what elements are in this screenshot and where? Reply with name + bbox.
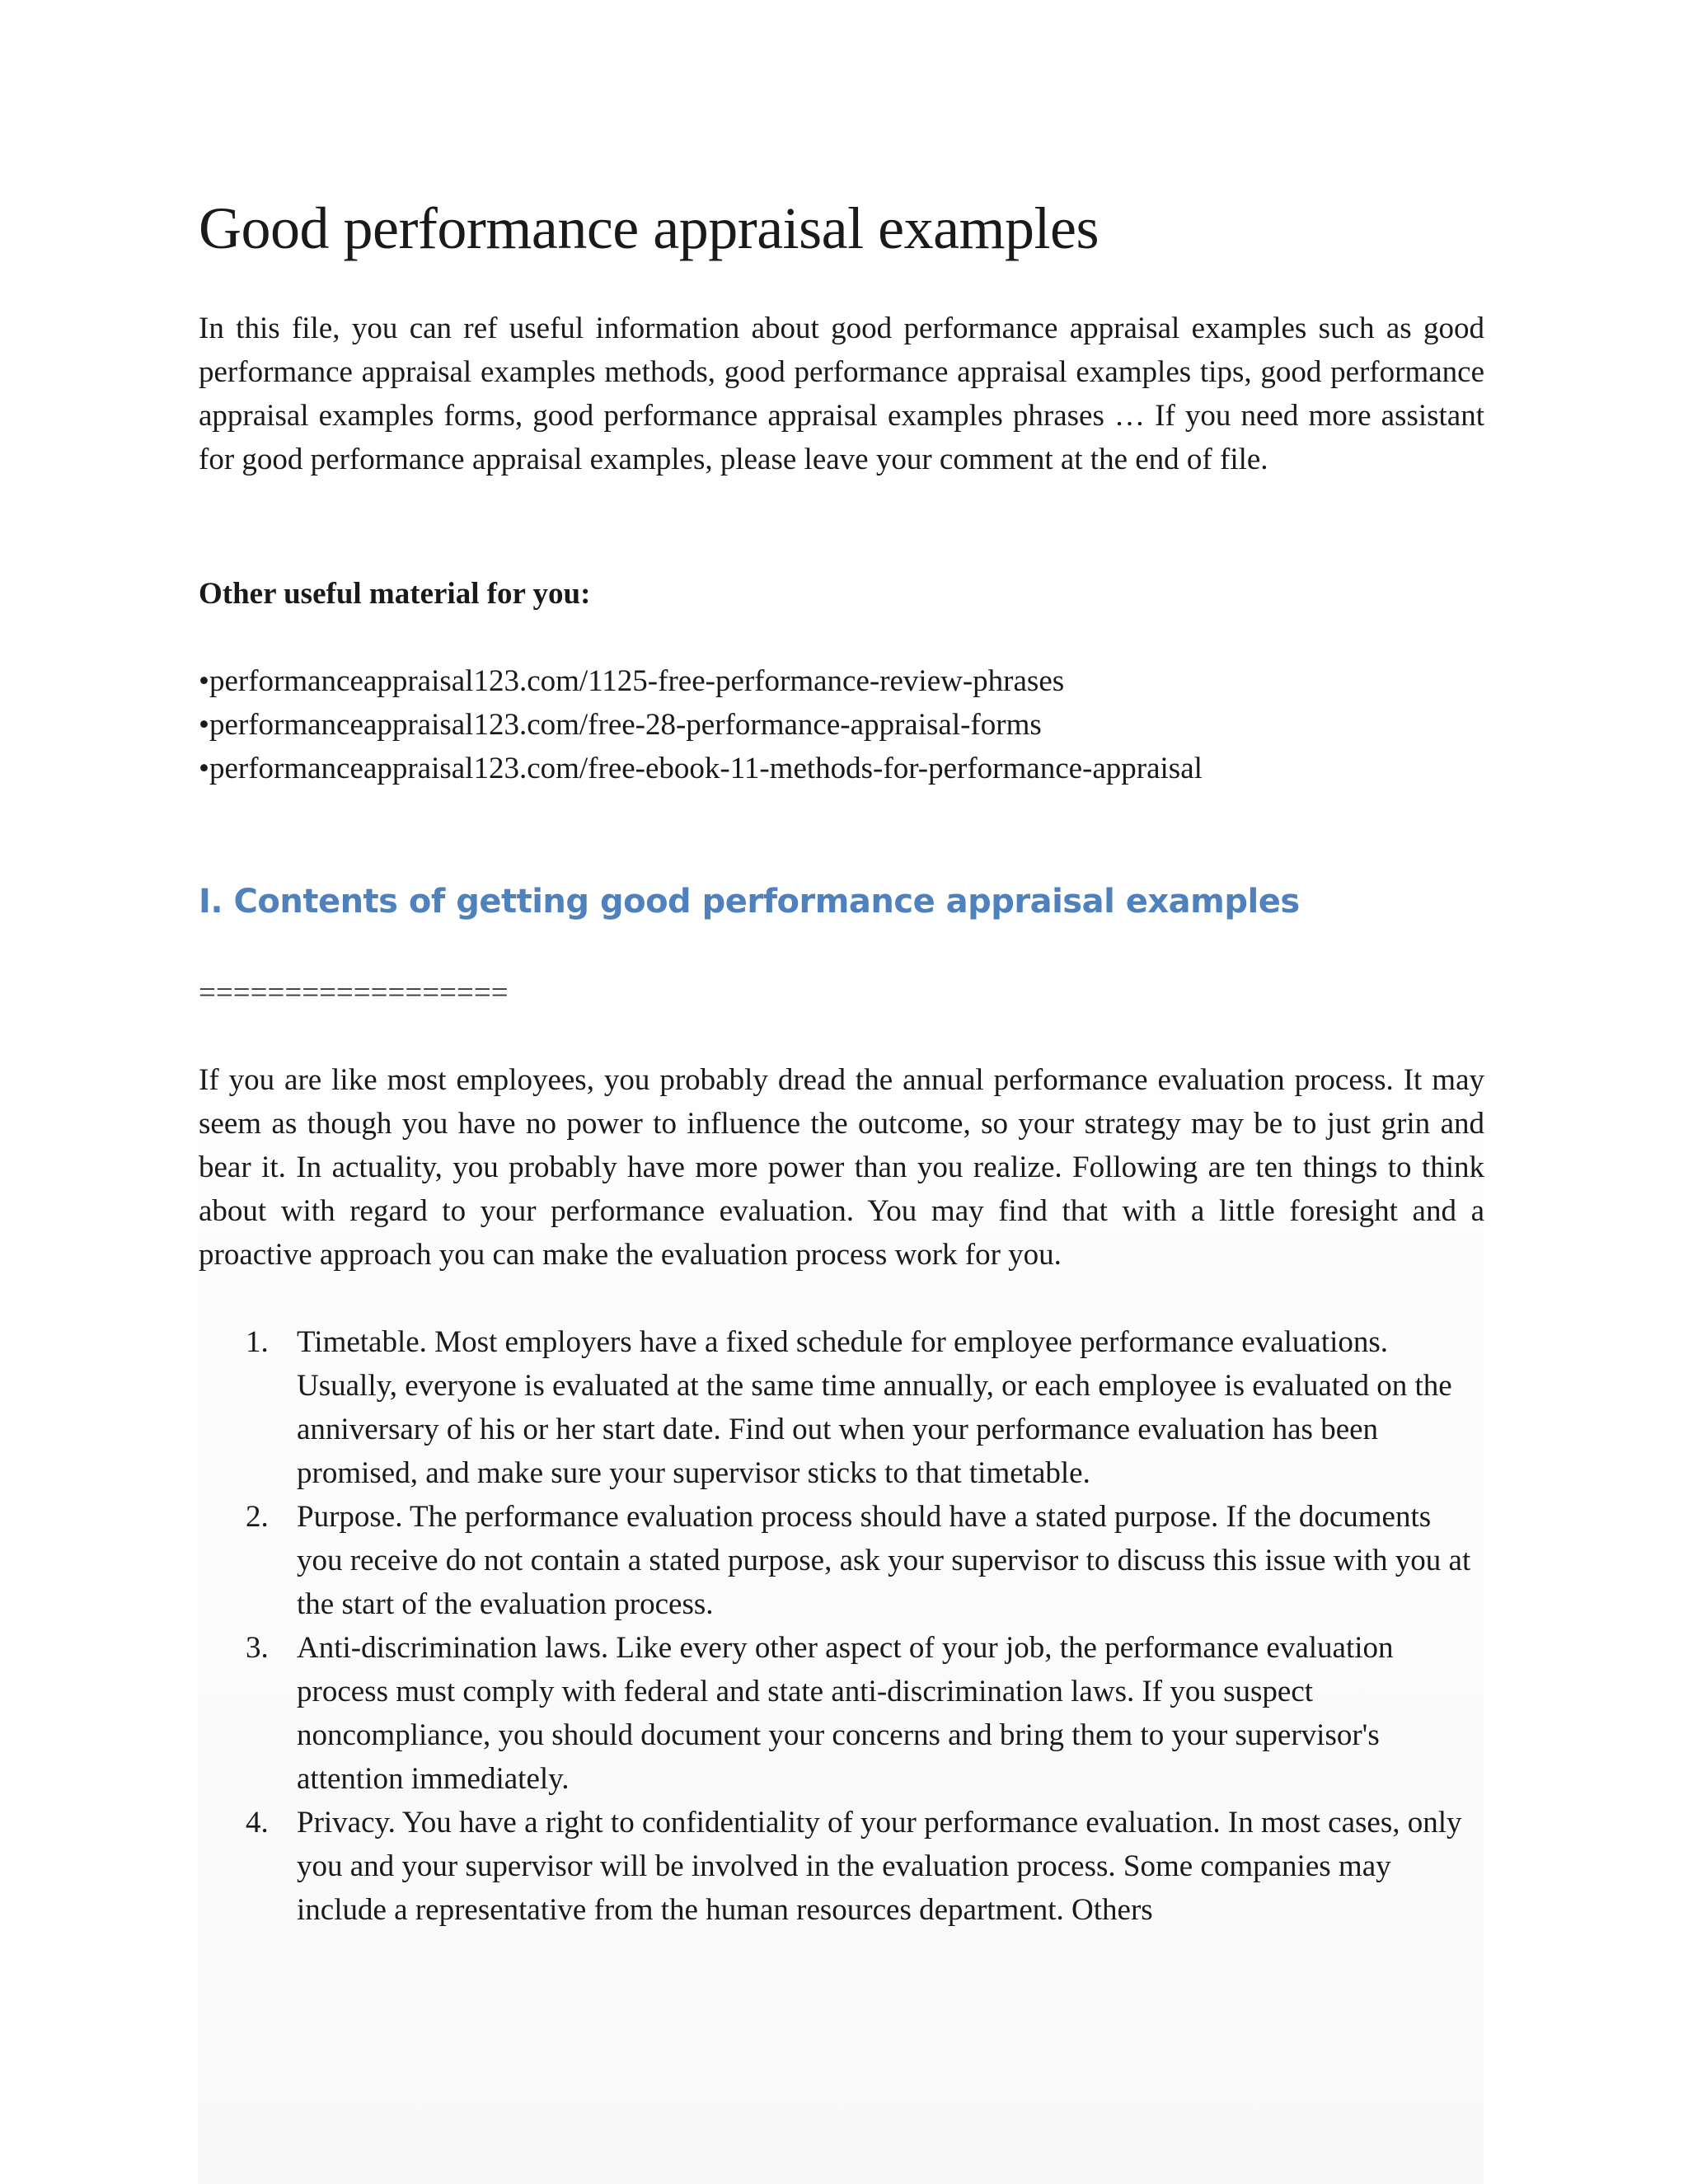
list-item [199,1320,1484,1495]
body-paragraph: If you are like most employees, you probably dread the annual performance evaluation process. It may seem as though you have no power to influence the outcome, so your strategy may be to just grin and bear it. In actuality, you probably have more power than you realize. Following are ten things to think about with regard to your performance evaluation. You may find that with a little foresight and a proactive approach you can make the evaluation process work for you. [199,1063,1484,1272]
list-item [199,1626,1484,1801]
link-item[interactable]: • performanceappraisal123.com/free-ebook-11-methods-for-performance-appraisal [199,747,1203,790]
numbered-steps-list [199,1320,1484,1932]
link-item[interactable]: • performanceappraisal123.com/free-28-performance-appraisal-forms [199,703,1203,747]
list-number: 1. [246,1325,269,1359]
list-item-text: Anti-discrimination laws. Like every other aspect of your job, the performance evaluation process must comply with federal and state anti-discrimination laws. If you suspect noncompliance, you should document your concerns and bring them to your supervisor's attention immediately. [297,1631,1394,1796]
list-item-text: Purpose. The performance evaluation process should have a stated purpose. If the documents you receive do not contain a stated purpose, ask your supervisor to discuss this issue with you at the start of the evaluation process. [297,1500,1471,1621]
useful-links-list [199,659,1203,790]
list-number: 2. [246,1500,269,1534]
list-item-text: Timetable. Most employers have a fixed schedule for employee performance evaluations. Usually, everyone is evaluated at the same time annually, or each employee is evaluated on the anniversary of his or her start date. Find out when your performance evaluation has been promised, and make sure your supervisor sticks to that timetable. [297,1325,1452,1490]
list-item [199,1801,1484,1932]
section-heading: I. Contents of getting good performance appraisal examples [199,883,1300,921]
list-number: 4. [246,1806,269,1840]
text-divider: ================== [199,976,509,1010]
other-material-heading: Other useful material for you: [199,577,591,611]
list-item [199,1495,1484,1626]
list-item-text: Privacy. You have a right to confidentiality of your performance evaluation. In most cases, only you and your supervisor will be involved in the evaluation process. Some companies may include a representative from the human resources department. Others [297,1806,1462,1927]
document-title: Good performance appraisal examples [199,195,1100,261]
intro-paragraph: In this file, you can ref useful information about good performance appraisal examples such as good performance appraisal examples methods, good performance appraisal examples tips, good performance appraisal examples forms, good performance appraisal examples phrases … If you need more assistant for good performance appraisal examples, please leave your comment at the end of file. [199,312,1484,476]
link-item[interactable]: • performanceappraisal123.com/1125-free-performance-review-phrases [199,659,1203,703]
list-number: 3. [246,1631,269,1665]
